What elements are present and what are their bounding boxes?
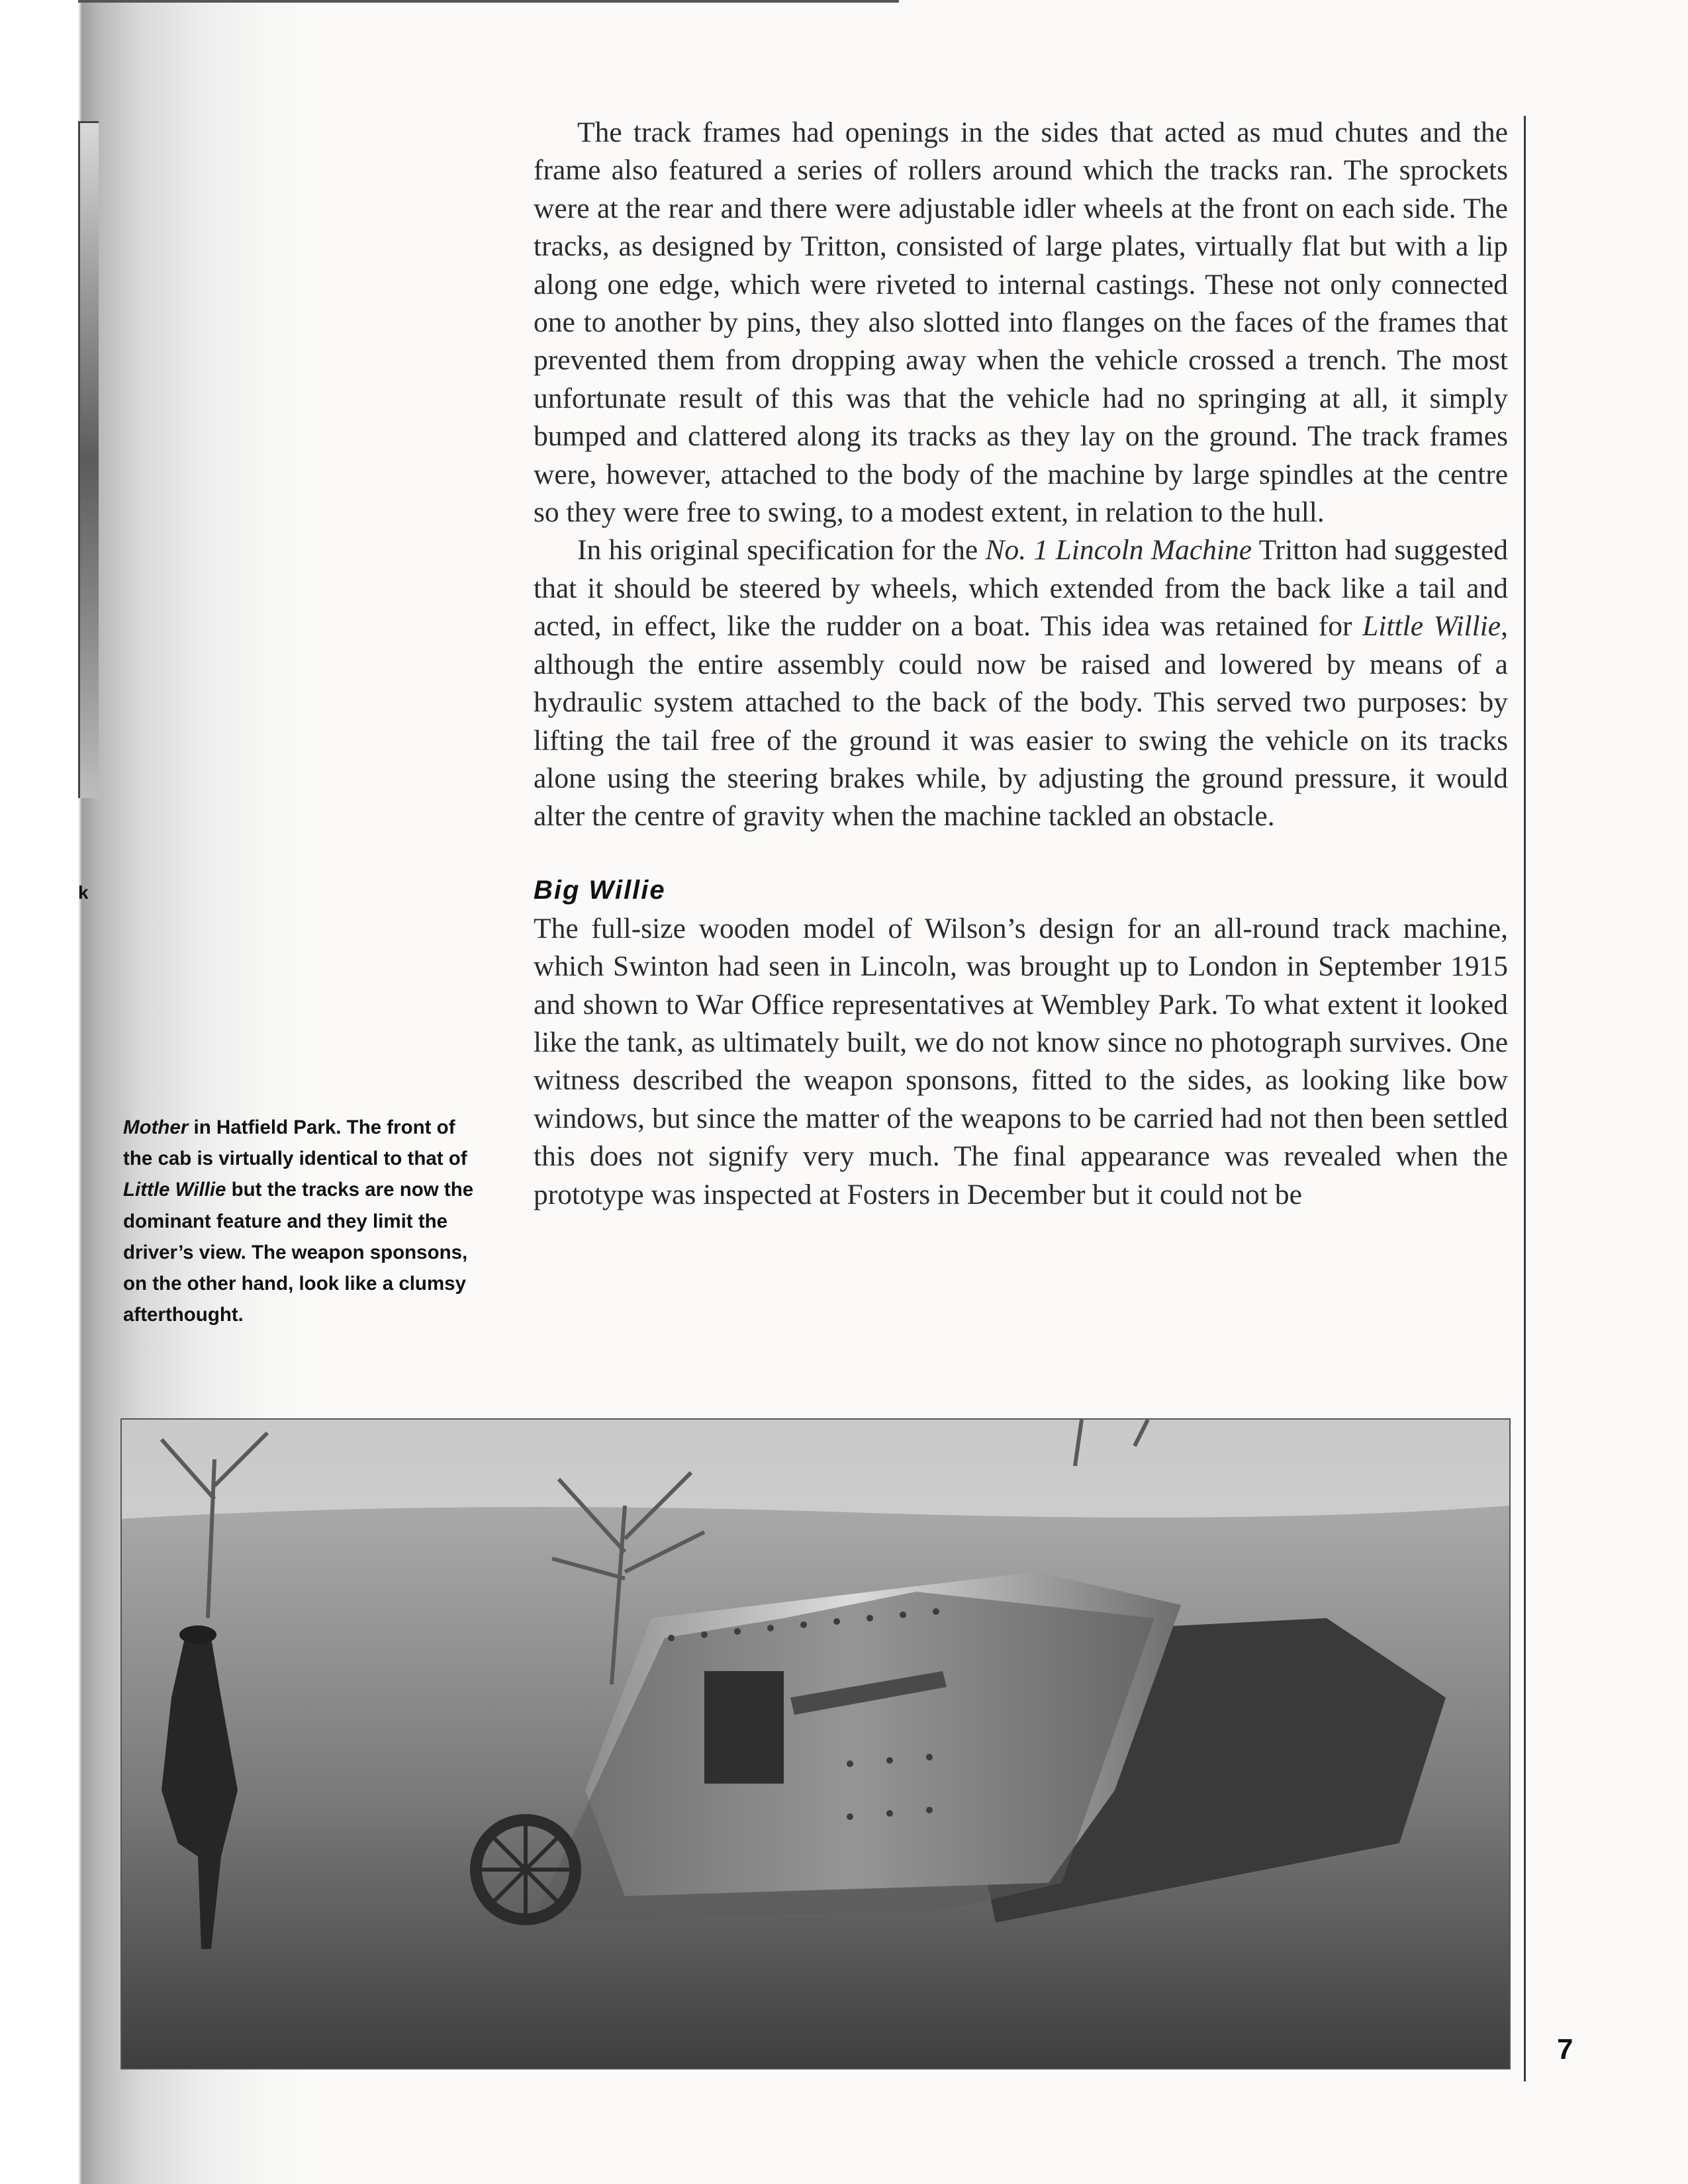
caption-italic: Mother	[123, 1116, 189, 1138]
italic-title: No. 1 Lincoln Machine	[985, 534, 1252, 567]
text-run: In his original specification for the	[577, 534, 986, 567]
right-margin-rule	[1524, 116, 1526, 2081]
previous-page-photo-fragment	[78, 121, 99, 798]
caption-text: but the tracks are now the dominant feature and they limit the driver’s view. The weapon sponsons, on the other hand, look like a clumsy afterthought.	[123, 1179, 474, 1326]
text-run: Tritton had suggested that it should be steered by wheels, which extended from the back like a tail and acted, in effect, like the rudder on a boat. This idea was retained for	[534, 534, 1508, 643]
paragraph-steering-tail	[534, 531, 1508, 835]
page-number: 7	[1557, 2033, 1573, 2066]
tail-wheels	[476, 1820, 575, 1919]
section-heading-big-willie: Big Willie	[534, 875, 666, 905]
main-text-column	[534, 114, 1508, 1214]
previous-page-text-fragment: k	[78, 882, 89, 903]
top-edge-rule	[78, 0, 899, 3]
paragraph-track-frames: The track frames had openings in the sides that acted as mud chutes and the frame also featured a series of rollers around which the tracks ran. The sprockets were at the rear and there were adjustable idler wheels at the front on each side. The tracks, as designed by Tritton, consisted of large plates, virtually flat but with a lip along one edge, which were riveted to internal castings. These not only connected one to another by pins, they also slotted into flanges on the faces of the frames that prevented them from dropping away when the vehicle crossed a trench. The most unfortunate result of this was that the vehicle had no springing at all, it simply bumped and clattered along its tracks as they lay on the ground. The track frames were, however, attached to the body of the machine by large spindles at the centre so they were free to swing, to a modest extent, in relation to the hull.	[534, 116, 1508, 529]
caption-text: in Hatfield Park. The front of the cab is virtually identical to that of	[123, 1116, 467, 1170]
italic-title: Little Willie	[1362, 610, 1501, 643]
paragraph-wooden-model: The full-size wooden model of Wilson’s design for an all-round track machine, which Swinton had seen in Lincoln, was brought up to London in September 1915 and shown to War Office representatives at Wembley Park. To what extent it looked like the tank, as ultimately built, we do not know since no photograph survives. One witness described the weapon sponsons, fitted to the sides, as looking like bow windows, but since the matter of the weapons to be carried had not then been settled this does not signify very much. The final appearance was revealed when the prototype was inspected at Fosters in December but it could not be	[534, 912, 1508, 1210]
text-run: , although the entire assembly could now be raised and lowered by means of a hydraulic system attached to the back of the body. This served two purposes: by lifting the tail free of the ground it was easier to swing the vehicle on its tracks alone using the steering brakes while, by adjusting the ground pressure, it would alter the centre of gravity when the machine tackled an obstacle.	[534, 610, 1508, 833]
tank-mother-photograph	[120, 1418, 1511, 2070]
photo-caption	[123, 1112, 481, 1330]
photo-illustration	[122, 1420, 1509, 2068]
caption-italic: Little Willie	[123, 1179, 226, 1201]
